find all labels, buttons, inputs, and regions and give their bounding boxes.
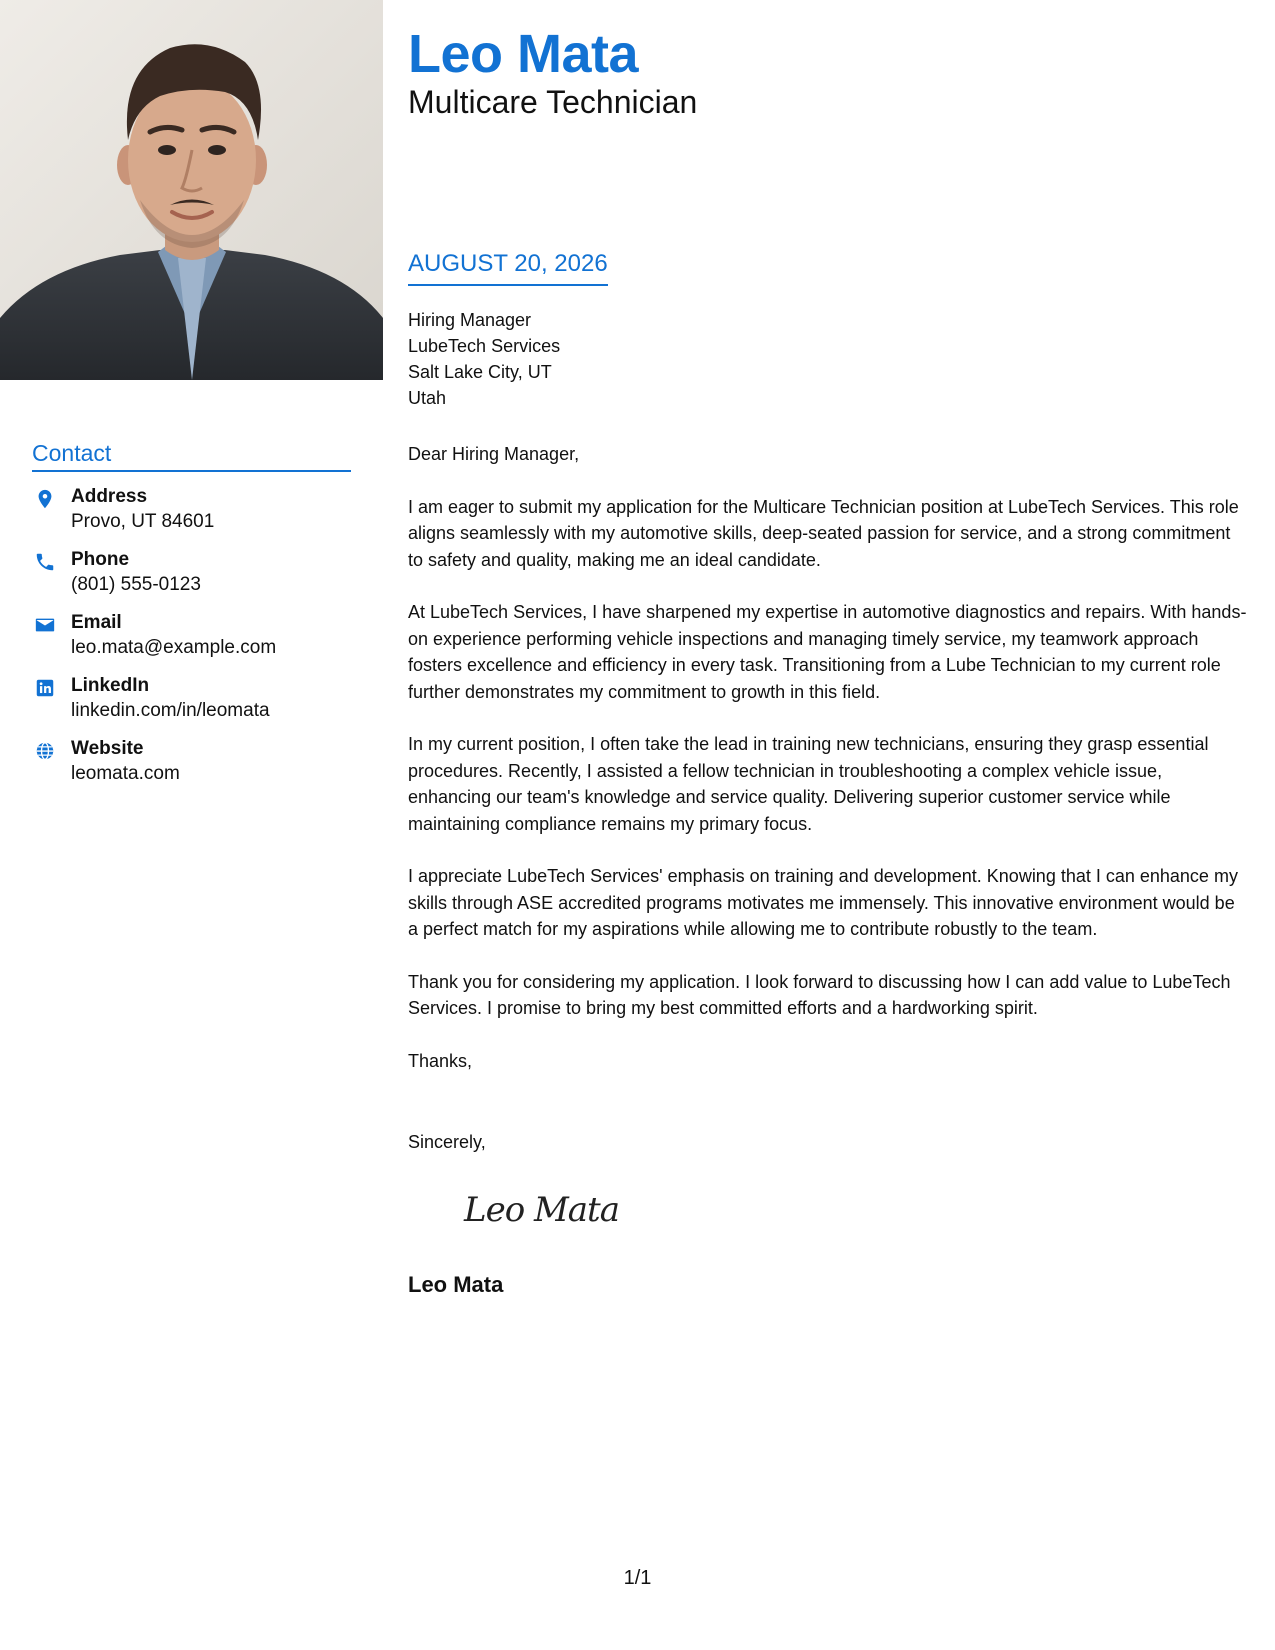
contact-item-website xyxy=(32,736,351,799)
contact-list xyxy=(32,484,351,799)
salutation: Dear Hiring Manager, xyxy=(408,444,580,464)
letter-date: AUGUST 20, 2026 xyxy=(408,247,608,286)
contact-item-linkedin xyxy=(32,673,351,736)
globe-icon xyxy=(34,740,56,762)
letter-paragraph: I am eager to submit my application for the Multicare Technician position at LubeTech Services. This role aligns seamlessly with my automotive skills, deep-seated passion for service, and a strong commitment to safety and quality, making me an ideal candidate. xyxy=(408,496,1239,570)
letter-paragraph: Thanks, xyxy=(408,1050,473,1071)
website-label: Website xyxy=(71,738,144,759)
profile-photo-illustration xyxy=(0,0,383,380)
email-value[interactable]: leo.mata@example.com xyxy=(71,637,277,658)
applicant-name: Leo Mata xyxy=(408,24,639,84)
handwritten-signature xyxy=(458,1185,628,1235)
map-pin-icon xyxy=(34,488,56,510)
letter-paragraph: In my current position, I often take the lead in training new technicians, ensuring they grasp essential procedures. Recently, I assisted a fellow technician in troubleshooting a complex vehicle issue, enhancing our team's knowledge and service quality. Delivering superior customer service while maintaining compliance remains my primary focus. xyxy=(408,734,1209,834)
recipient-block xyxy=(408,307,560,411)
letter-paragraph: At LubeTech Services, I have sharpened my expertise in automotive diagnostics and repairs. With hands-on experience performing vehicle inspections and managing timely service, my teamwork approach fosters excellence and efficiency in every task. Transitioning from a Lube Technician to my current role further demonstrates my commitment to growth in this field. xyxy=(408,602,1247,702)
recipient-line: Hiring Manager xyxy=(408,310,532,330)
address-label: Address xyxy=(71,486,148,507)
recipient-line: Salt Lake City, UT xyxy=(408,362,552,382)
linkedin-icon xyxy=(34,677,56,699)
recipient-line: LubeTech Services xyxy=(408,336,561,356)
phone-value[interactable]: (801) 555-0123 xyxy=(71,574,201,595)
address-value: Provo, UT 84601 xyxy=(71,511,215,532)
letter-paragraph: Thank you for considering my application. I look forward to discussing how I can add value to LubeTech Services. I promise to bring my best committed efforts and a hardworking spirit. xyxy=(408,971,1231,1018)
contact-item-address xyxy=(32,484,351,547)
contact-section xyxy=(32,438,351,799)
phone-label: Phone xyxy=(71,549,130,570)
letter-body xyxy=(408,441,1248,1100)
contact-item-email xyxy=(32,610,351,673)
profile-photo xyxy=(0,0,383,380)
letter-paragraph: I appreciate LubeTech Services' emphasis on training and development. Knowing that I can enhance my skills through ASE accredited programs motivates me immensely. This innovative environment would be a perfect match for my aspirations while allowing me to contribute robustly to the team. xyxy=(408,866,1238,939)
letter-date-wrap xyxy=(408,247,608,286)
envelope-icon xyxy=(34,614,56,636)
phone-icon xyxy=(34,551,56,573)
signature-text: Leo Mata xyxy=(464,1190,619,1230)
signer-name: Leo Mata xyxy=(408,1272,504,1297)
applicant-job-title: Multicare Technician xyxy=(408,84,698,120)
closing: Sincerely, xyxy=(408,1132,486,1152)
linkedin-label: LinkedIn xyxy=(71,675,150,696)
contact-item-phone xyxy=(32,547,351,610)
page-number: 1/1 xyxy=(623,1567,652,1589)
contact-heading: Contact xyxy=(32,438,351,472)
linkedin-value[interactable]: linkedin.com/in/leomata xyxy=(71,700,270,721)
recipient-line: Utah xyxy=(408,388,447,408)
email-label: Email xyxy=(71,612,122,633)
website-value[interactable]: leomata.com xyxy=(71,763,180,784)
